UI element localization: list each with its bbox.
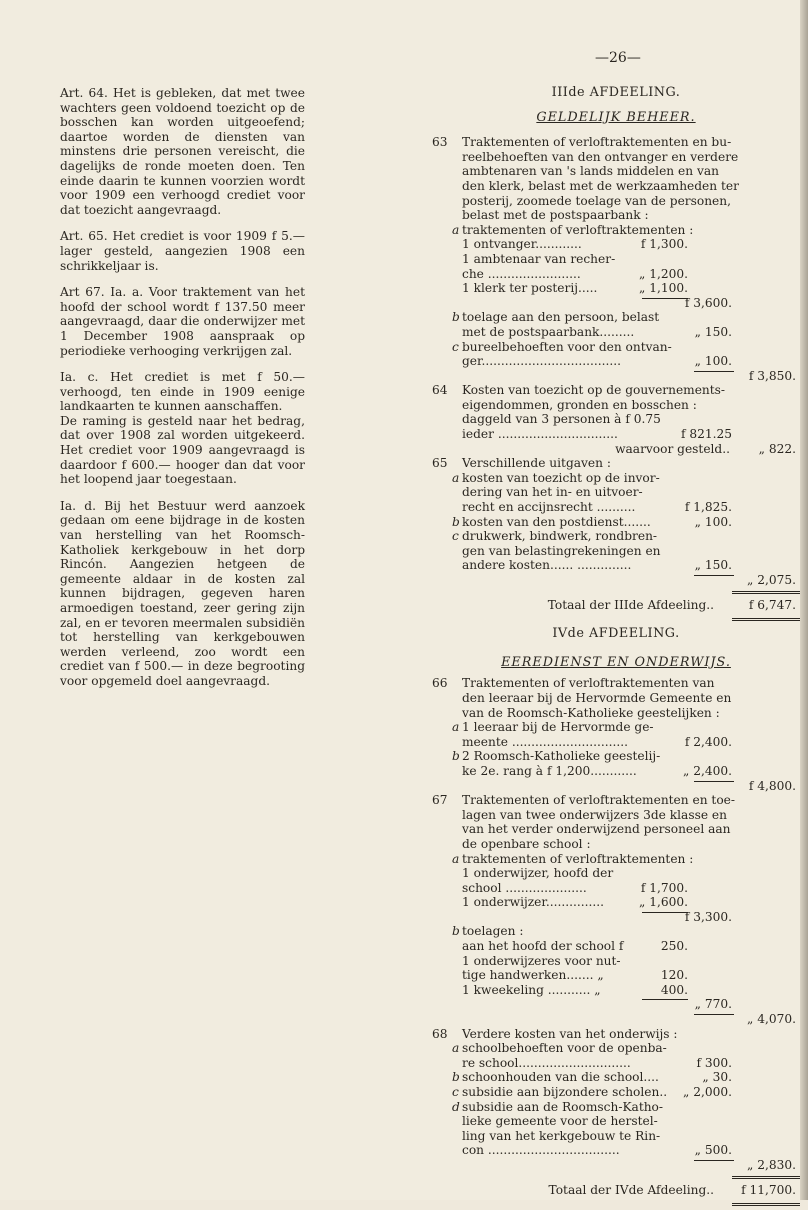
- rule: [694, 1160, 734, 1161]
- item-amount: „ 500.: [694, 1143, 732, 1158]
- sub-amount: 120.: [660, 968, 688, 983]
- total-label: Totaal der IVde Afdeeling..: [548, 1182, 714, 1197]
- text-line: ger....................................: [462, 354, 621, 369]
- rule: [642, 298, 688, 299]
- article-65: [432, 456, 800, 587]
- total-amount: f 11,700.: [741, 1182, 796, 1197]
- item-amount: „ 150.: [694, 324, 732, 339]
- note-art-64: Art. 64. Het is gebleken, dat met twee wachters geen voldoend toezicht op de bosschen kan worden uitgeoefend; daartoe worden de diensten van minstens drie personen vereischt, die dagelijks de ronde moeten doen. Ten einde daarin te kunnen voorzien wordt voor 1909 een verhoogd crediet voor dat toezicht aangevraagd.: [60, 86, 305, 217]
- note-art-67-a: Art 67. Ia. a. Voor traktement van het hoofd der school wordt f 137.50 meer aangevraagd, daar die onderwijzer met 1 December 1908 aanspraak op periodieke verhooging verkrijgen zal.: [60, 285, 305, 358]
- item-letter: a: [452, 470, 460, 485]
- item-letter: b: [452, 749, 460, 764]
- section-4-total-rule-bottom: [732, 1203, 800, 1206]
- item-amount: „ 150.: [694, 558, 732, 573]
- article-64: [432, 383, 800, 456]
- text-line: den leeraar bij de Hervormde Gemeente en: [462, 690, 732, 705]
- text-line: 1 onderwijzer, hoofd der: [462, 866, 614, 881]
- item-letter: b: [452, 514, 460, 529]
- section-3-total-rule: [732, 591, 800, 594]
- text-line: Kosten van toezicht op de gouvernements-: [462, 383, 726, 398]
- item-amount: f 821.25: [680, 427, 732, 442]
- sub-amount: „ 1,600.: [639, 895, 688, 910]
- article-68: [432, 1027, 800, 1173]
- note-art-65: Art. 65. Het crediet is voor 1909 f 5.— lager gesteld, aangezien 1908 een schrikkeljaar is.: [60, 229, 305, 273]
- article-total: „ 4,070.: [747, 1012, 796, 1027]
- article-number: 63: [432, 135, 448, 150]
- rule: [694, 781, 734, 782]
- text-line: Traktementen of verloftraktementen en toe-: [462, 793, 735, 808]
- text-line: recht en accijnsrecht ..........: [462, 500, 636, 515]
- text-line: meente ..............................: [462, 734, 629, 749]
- article-number: 68: [432, 1026, 448, 1041]
- item-amount: f 1,825.: [684, 500, 732, 515]
- section-3-heading: IIIde AFDEELING.: [551, 85, 681, 100]
- text-line: kosten van den postdienst.......: [462, 514, 651, 529]
- item-amount: „ 100.: [694, 354, 732, 369]
- item-letter: a: [452, 720, 460, 735]
- item-letter: b: [452, 1070, 460, 1085]
- text-line: con ..................................: [462, 1143, 620, 1158]
- text-line: andere kosten...... ..............: [462, 558, 632, 573]
- text-line: che ........................: [462, 266, 581, 281]
- section-3-total: [432, 598, 800, 613]
- article-number: 66: [432, 676, 448, 691]
- text-line: Traktementen of verloftraktementen van: [462, 676, 715, 691]
- item-letter: c: [452, 1085, 459, 1099]
- text-line: re school.............................: [462, 1055, 631, 1070]
- sub-amount: „ 1,200.: [639, 266, 688, 281]
- text-line: schoonhouden van die school....: [462, 1070, 659, 1085]
- text-line: 1 onderwijzeres voor nut-: [462, 953, 621, 968]
- article-total: f 3,850.: [748, 368, 796, 383]
- text-line: 1 leeraar bij de Hervormde ge-: [462, 720, 654, 735]
- text-line: van het verder onderwijzend personeel aan: [462, 822, 731, 837]
- item-letter: d: [452, 1099, 460, 1114]
- text-line: school .....................: [462, 880, 587, 895]
- text-line: subsidie aan bijzondere scholen..: [462, 1085, 668, 1099]
- item-amount: f 300.: [696, 1055, 732, 1070]
- rule: [642, 912, 688, 913]
- note-art-67-c-cont: De raming is gesteld naar het bedrag, dat over 1908 zal worden uitgekeerd. Het crediet voor 1909 aangevraagd is daardoor f 600.— hooger dan dat voor het loopend jaar toegestaan.: [60, 413, 305, 487]
- item-letter: a: [452, 851, 460, 866]
- text-line: traktementen of verloftraktementen :: [462, 222, 694, 237]
- article-number: 67: [432, 793, 448, 808]
- text-line: ieder ...............................: [462, 427, 618, 442]
- explanatory-notes: [60, 86, 305, 689]
- section-4-heading: IVde AFDEELING.: [552, 626, 680, 642]
- item-amount: f 2,400.: [684, 734, 732, 749]
- sub-amount: 400.: [660, 982, 688, 997]
- text-line: kosten van toezicht op de invor-: [462, 470, 660, 485]
- text-line: ke 2e. rang à f 1,200............: [462, 763, 637, 778]
- sub-amount: f 1,700.: [640, 880, 688, 895]
- text-line: ambtenaren van 's lands middelen en van: [462, 164, 719, 179]
- rule: [694, 1014, 734, 1015]
- text-line: drukwerk, bindwerk, rondbren-: [462, 529, 658, 544]
- total-amount: f 6,747.: [748, 597, 796, 612]
- item-amount: „ 30.: [702, 1070, 732, 1085]
- item-amount: „ 770.: [694, 997, 732, 1012]
- page-number: —26—: [595, 50, 641, 66]
- item-amount: „ 2,400.: [683, 763, 732, 778]
- article-66: [432, 676, 800, 793]
- text-line: Verschillende uitgaven :: [462, 456, 611, 471]
- text-line: lieke gemeente voor de herstel-: [462, 1114, 658, 1129]
- item-letter: c: [452, 339, 459, 354]
- item-letter: a: [452, 1041, 460, 1056]
- section-3-total-rule-bottom: [732, 618, 800, 621]
- text-line: eigendommen, gronden en bosschen :: [462, 397, 697, 412]
- article-total: f 4,800.: [748, 778, 796, 793]
- text-line: bureelbehoeften voor den ontvan-: [462, 339, 672, 354]
- section-3-subheading: GELDELIJK BEHEER.: [536, 109, 696, 125]
- article-63: [432, 135, 800, 383]
- item-amount: „ 100.: [694, 514, 732, 529]
- text-line: posterij, zoomede toelage van de personen,: [462, 193, 731, 208]
- article-number: 65: [432, 456, 448, 471]
- text-line: tige handwerken....... „: [462, 968, 604, 983]
- article-total: „ 2,830.: [747, 1157, 796, 1172]
- budget-column: [432, 86, 800, 1210]
- text-line: 1 kweekeling ........... „: [462, 982, 601, 997]
- sub-amount: „ 1,100.: [639, 281, 688, 296]
- article-67: [432, 793, 800, 1027]
- item-letter: b: [452, 310, 460, 325]
- text-line: met de postspaarbank.........: [462, 324, 635, 339]
- text-line: 1 onderwijzer...............: [462, 895, 604, 910]
- text-line: 2 Roomsch-Katholieke geestelij-: [462, 749, 661, 764]
- rule: [694, 371, 734, 372]
- article-total: „ 822.: [758, 441, 796, 456]
- text-line: belast met de postspaarbank :: [462, 208, 649, 223]
- note-art-68-d: Ia. d. Bij het Bestuur werd aanzoek gedaan om eene bijdrage in de kosten van herstelling van het Roomsch-Katholiek kerkgebouw in het dorp Rincón. Aangezien hetgeen de gemeente aldaar in de kosten zal kunnen bijdragen, gegeven haren armoedigen toestand, zeer gering zijn zal, en er tevoren meermalen subsidiën tot herstelling van kerkgebouwen werden verleend, zoo wordt een crediet van f 500.— in deze begrooting voor opgemeld doel aangevraagd.: [60, 498, 305, 688]
- text-line: Traktementen of verloftraktementen en bu-: [462, 135, 732, 150]
- text-line: toelage aan den persoon, belast: [462, 310, 660, 325]
- note-art-67-c: Ia. c. Het crediet is met f 50.— verhoogd, ten einde in 1909 eenige landkaarten te kunnen aanschaffen.: [60, 370, 305, 414]
- text-line: van de Roomsch-Katholieke geestelijken :: [462, 705, 720, 720]
- text-line: den klerk, belast met de werkzaamheden ter: [462, 178, 739, 193]
- article-total: „ 2,075.: [747, 573, 796, 587]
- text-line: aan het hoofd der school f: [462, 939, 624, 954]
- rule: [642, 999, 688, 1000]
- item-amount: f 3,300.: [684, 909, 732, 924]
- text-line: dering van het in- en uitvoer-: [462, 485, 643, 500]
- article-number: 64: [432, 383, 448, 398]
- rule: [694, 575, 734, 576]
- item-letter: b: [452, 924, 460, 939]
- text-line: ling van het kerkgebouw te Rin-: [462, 1128, 661, 1143]
- item-letter: c: [452, 529, 459, 544]
- text-line: reelbehoeften van den ontvanger en verdere: [462, 149, 739, 164]
- item-letter: a: [452, 222, 460, 237]
- total-label: Totaal der IIIde Afdeeling..: [547, 597, 714, 612]
- section-4-total: [432, 1183, 800, 1198]
- text-line: 1 ontvanger............: [462, 237, 582, 252]
- text-line: daggeld van 3 personen à f 0.75: [462, 412, 661, 427]
- text-line: 1 klerk ter posterij.....: [462, 281, 598, 296]
- text-line: 1 ambtenaar van recher-: [462, 251, 616, 266]
- section-4-total-rule: [732, 1176, 800, 1179]
- text-line: lagen van twee onderwijzers 3de klasse en: [462, 807, 727, 822]
- text-line: traktementen of verloftraktementen :: [462, 851, 694, 866]
- text-line: gen van belastingrekeningen en: [462, 543, 661, 558]
- sub-amount: f 1,300.: [640, 237, 688, 252]
- text-line: schoolbehoeften voor de openba-: [462, 1041, 667, 1056]
- text-line: de openbare school :: [462, 836, 591, 851]
- page-edge-shadow: [800, 0, 808, 1200]
- item-amount: f 3,600.: [684, 295, 732, 310]
- section-4-subheading: EEREDIENST EN ONDERWIJS.: [501, 654, 731, 670]
- text-line: subsidie aan de Roomsch-Katho-: [462, 1099, 664, 1114]
- text-line: Verdere kosten van het onderwijs :: [462, 1026, 678, 1041]
- sub-amount: 250.: [660, 939, 688, 954]
- text-line: toelagen :: [462, 924, 524, 939]
- item-amount: „ 2,000.: [683, 1085, 732, 1099]
- text-line: waarvoor gesteld..: [615, 441, 730, 456]
